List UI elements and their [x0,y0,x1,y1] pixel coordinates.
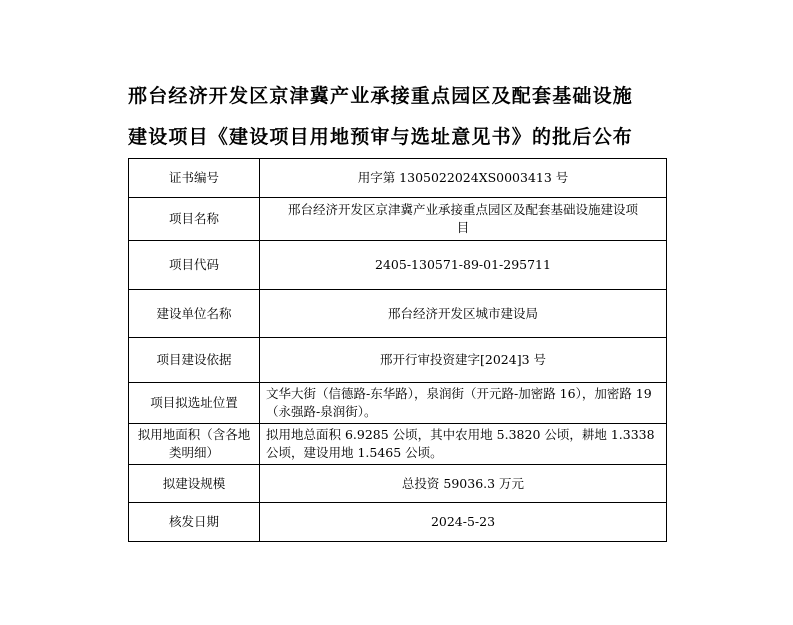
table-row-land-area [129,424,667,465]
value-issue-date: 2024-5-23 [260,503,667,542]
table-row-construction-scale [129,465,667,503]
table-row-project-name [129,198,667,241]
value-certificate-number: 用字第 1305022024XS0003413 号 [260,159,667,198]
table-row-site-location [129,383,667,424]
value-construction-basis: 邢开行审投资建字[2024]3 号 [260,338,667,383]
label-certificate-number: 证书编号 [129,159,260,198]
table-row-construction-basis [129,338,667,383]
label-issue-date: 核发日期 [129,503,260,542]
approval-info-table [128,158,667,542]
table-row-issue-date [129,503,667,542]
label-project-code: 项目代码 [129,241,260,290]
label-project-name: 项目名称 [129,198,260,241]
value-project-name: 邢台经济开发区京津冀产业承接重点园区及配套基础设施建设项目 [260,198,667,241]
label-construction-unit: 建设单位名称 [129,290,260,338]
table-row-construction-unit [129,290,667,338]
document-title-line-1: 邢台经济开发区京津冀产业承接重点园区及配套基础设施 [128,85,634,107]
label-construction-basis: 项目建设依据 [129,338,260,383]
value-construction-unit: 邢台经济开发区城市建设局 [260,290,667,338]
table-row-project-code [129,241,667,290]
document-title-line-2: 建设项目《建设项目用地预审与选址意见书》的批后公布 [128,126,634,148]
table-row-certificate-number [129,159,667,198]
label-site-location: 项目拟选址位置 [129,383,260,424]
value-site-location: 文华大街（信德路-东华路），泉润街（开元路-加密路 16），加密路 19（永强路-泉润街）。 [260,383,667,424]
label-construction-scale: 拟建设规模 [129,465,260,503]
value-construction-scale: 总投资 59036.3 万元 [260,465,667,503]
value-project-code: 2405-130571-89-01-295711 [260,241,667,290]
value-land-area: 拟用地总面积 6.9285 公顷，其中农用地 5.3820 公顷，耕地 1.3338 公顷，建设用地 1.5465 公顷。 [260,424,667,465]
label-land-area: 拟用地面积（含各地类明细） [129,424,260,465]
